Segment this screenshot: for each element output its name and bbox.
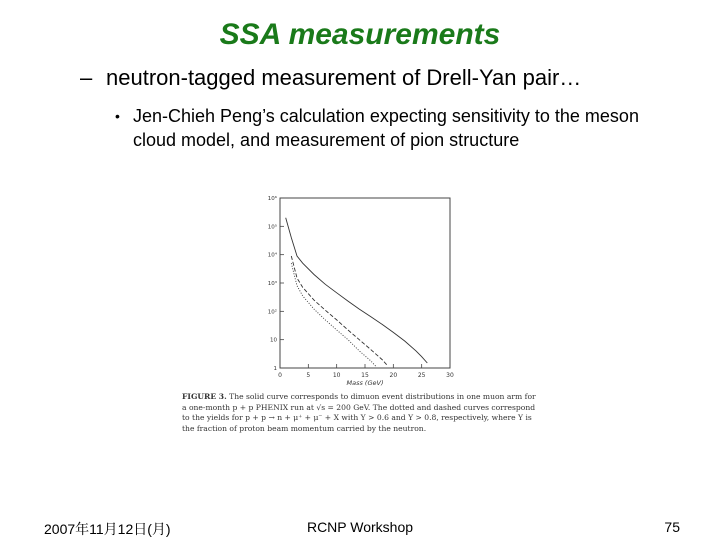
series-dotted-line bbox=[291, 263, 376, 367]
series-solid-line bbox=[286, 218, 428, 363]
y-tick-label: 10 bbox=[270, 337, 277, 344]
x-tick-label: 20 bbox=[389, 372, 398, 379]
bullet-dot: • bbox=[115, 108, 120, 124]
x-tick-label: 0 bbox=[278, 372, 282, 379]
caption-label: FIGURE 3. bbox=[182, 392, 227, 401]
y-tick-label: 10⁴ bbox=[267, 252, 277, 259]
y-tick-label: 10⁵ bbox=[267, 224, 277, 231]
plot-frame bbox=[280, 198, 450, 368]
y-tick-label: 10³ bbox=[267, 281, 277, 287]
y-tick-label: 10² bbox=[267, 309, 277, 316]
x-tick-label: 10 bbox=[332, 372, 341, 379]
x-tick-label: 5 bbox=[306, 372, 311, 379]
slide-title: SSA measurements bbox=[219, 18, 501, 51]
y-tick-label: 1 bbox=[273, 366, 277, 372]
footer-center: RCNP Workshop bbox=[306, 519, 414, 535]
series-dashed-line bbox=[291, 256, 387, 366]
bullet-level1 bbox=[80, 64, 700, 92]
dimuon-mass-chart bbox=[262, 192, 552, 387]
x-axis-label: Mass (GeV) bbox=[346, 379, 384, 387]
footer-page-number: 75 bbox=[664, 519, 680, 535]
footer-date: 2007年11月12日(月) bbox=[44, 521, 171, 537]
caption-text: The solid curve corresponds to dimuon event distributions in one muon arm for a one-month p + p PHENIX run at √s = 200 GeV. The dotted and dashed curves correspond to the yields for p + p → n + μ⁺ + μ⁻ + X with Y > 0.6 and Y > 0.8, respectively, where Y is the fraction of proton beam momentum carried by the neutron. bbox=[182, 392, 536, 433]
bullet-dash: – bbox=[80, 65, 93, 90]
bullet-level1-text: neutron-tagged measurement of Drell-Yan pair… bbox=[106, 65, 582, 90]
bullet-level2 bbox=[115, 104, 675, 152]
figure-caption bbox=[182, 392, 542, 434]
x-tick-label: 25 bbox=[417, 372, 426, 379]
x-tick-label: 15 bbox=[361, 372, 369, 379]
y-tick-label: 10⁶ bbox=[267, 196, 277, 202]
x-tick-label: 30 bbox=[446, 372, 454, 379]
bullet-level2-text: Jen-Chieh Peng’s calculation expecting sensitivity to the meson cloud model, and measurement of pion structure bbox=[133, 106, 639, 150]
